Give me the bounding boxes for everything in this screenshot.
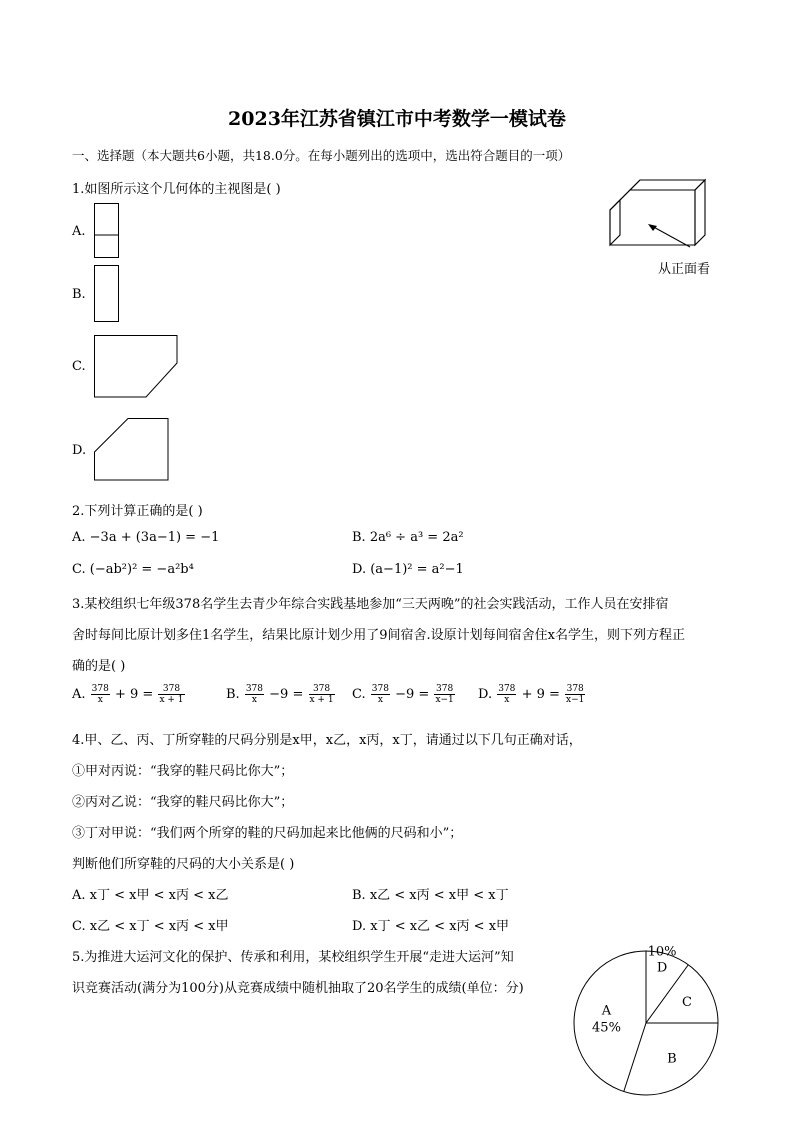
section-heading: 一、选择题（本大题共6小题，共18.0分。在每小题列出的选项中，选出符合题目的一项） — [72, 148, 571, 163]
q1-option-b-figure — [94, 265, 120, 323]
q3-c-frac2: $\frac{378}{x-1}$ — [435, 684, 454, 705]
q3-a-op: + 9 = — [115, 687, 154, 702]
q4-option-b: B. x乙 < x丙 < x甲 < x丁 — [352, 888, 509, 903]
pie-slice-boundary-a — [624, 1023, 646, 1091]
q3-d-frac1: $\frac{378}{x}$ — [498, 684, 516, 705]
pie-label-a: A — [601, 1003, 612, 1019]
q3-a-frac1: $\frac{378}{x}$ — [91, 684, 109, 705]
q3-a-frac2: $\frac{378}{x + 1}$ — [159, 684, 184, 705]
question-2-stem: 2.下列计算正确的是( ) — [72, 504, 203, 519]
q4-statement-1: ①甲对丙说：“我穿的鞋尺码比你大”； — [72, 764, 294, 779]
pie-label-d: D — [656, 960, 668, 976]
q1-option-d-figure — [94, 418, 170, 482]
question-5-line2: 识竞赛活动(满分为100分)从竞赛成绩中随机抽取了20名学生的成绩(单位：分) — [72, 981, 524, 996]
q3-option-b-label: B. — [226, 687, 240, 702]
q4-option-a: A. x丁 < x甲 < x丙 < x乙 — [72, 888, 229, 903]
paper-title: 2023年江苏省镇江市中考数学一模试卷 — [228, 108, 566, 130]
question-4-stem: 4.甲、乙、丙、丁所穿鞋的尺码分别是x甲，x乙，x丙，x丁，请通过以下几句正确对话， — [72, 733, 582, 748]
q1-option-c-label: C. — [72, 359, 86, 374]
question-3-line2: 舍时每间比原计划多住1名学生，结果比原计划少用了9间宿舍.设原计划每间宿舍住x名学生，则下列方程正 — [72, 628, 686, 643]
question-3-line1: 3.某校组织七年级378名学生去青少年综合实践基地参加“三天两晚”的社会实践活动，工作人员在安排宿 — [72, 597, 669, 612]
q3-b-frac1: $\frac{378}{x}$ — [245, 684, 264, 705]
q1-option-a-figure — [94, 203, 120, 259]
q3-d-frac2: $\frac{378}{x-1}$ — [566, 684, 585, 705]
q2-option-a: A. −3a + (3a−1) = −1 — [72, 530, 220, 545]
q1-option-a-label: A. — [72, 224, 86, 239]
q3-c-op: −9 = — [395, 687, 430, 702]
q3-option-b — [226, 684, 336, 705]
q4-statement-2: ②丙对乙说：“我穿的鞋尺码比你大”； — [72, 795, 294, 810]
question-3-line3: 确的是( ) — [72, 659, 126, 674]
pie-label-c: C — [682, 995, 692, 1011]
q4-option-c: C. x乙 < x丁 < x丙 < x甲 — [72, 919, 229, 934]
q1-figure-label: 从正面看 — [658, 262, 711, 277]
q3-b-op: −9 = — [269, 687, 304, 702]
q3-option-d-label: D. — [478, 687, 493, 702]
q3-d-op: + 9 = — [521, 687, 560, 702]
question-1-stem: 1.如图所示这个几何体的主视图是( ) — [72, 182, 281, 197]
q4-option-d: D. x丁 < x乙 < x丙 < x甲 — [352, 919, 510, 934]
q3-option-c — [352, 684, 456, 705]
q2-option-c: C. (−ab²)² = −a²b⁴ — [72, 562, 194, 577]
pie-value-label-d: 10% — [647, 944, 677, 960]
q3-option-c-label: C. — [352, 687, 366, 702]
q3-c-frac1: $\frac{378}{x}$ — [371, 684, 389, 705]
question-5-line1: 5.为推进大运河文化的保护、传承和利用，某校组织学生开展“走进大运河”知 — [72, 950, 514, 965]
q3-option-a-label: A. — [72, 687, 86, 702]
q5-pie-chart — [570, 945, 730, 1105]
q2-option-d: D. (a−1)² = a²−1 — [352, 562, 464, 577]
q1-option-c-figure — [94, 335, 180, 399]
q1-option-b-label: B. — [72, 287, 86, 302]
q4-statement-3: ③丁对甲说：“我们两个所穿的鞋的尺码加起来比他俩的尺码和小”； — [72, 826, 463, 841]
q3-option-d — [478, 684, 586, 705]
q1-solid-figure — [600, 175, 710, 255]
q3-b-frac2: $\frac{378}{x + 1}$ — [309, 684, 334, 705]
q3-option-a — [72, 684, 186, 705]
pie-value-label-a: 45% — [592, 1020, 621, 1036]
q1-option-d-label: D. — [72, 443, 87, 458]
q2-option-b: B. 2a⁶ ÷ a³ = 2a² — [352, 530, 464, 545]
pie-label-b: B — [667, 1051, 677, 1067]
q4-question: 判断他们所穿鞋的尺码的大小关系是( ) — [72, 857, 295, 872]
